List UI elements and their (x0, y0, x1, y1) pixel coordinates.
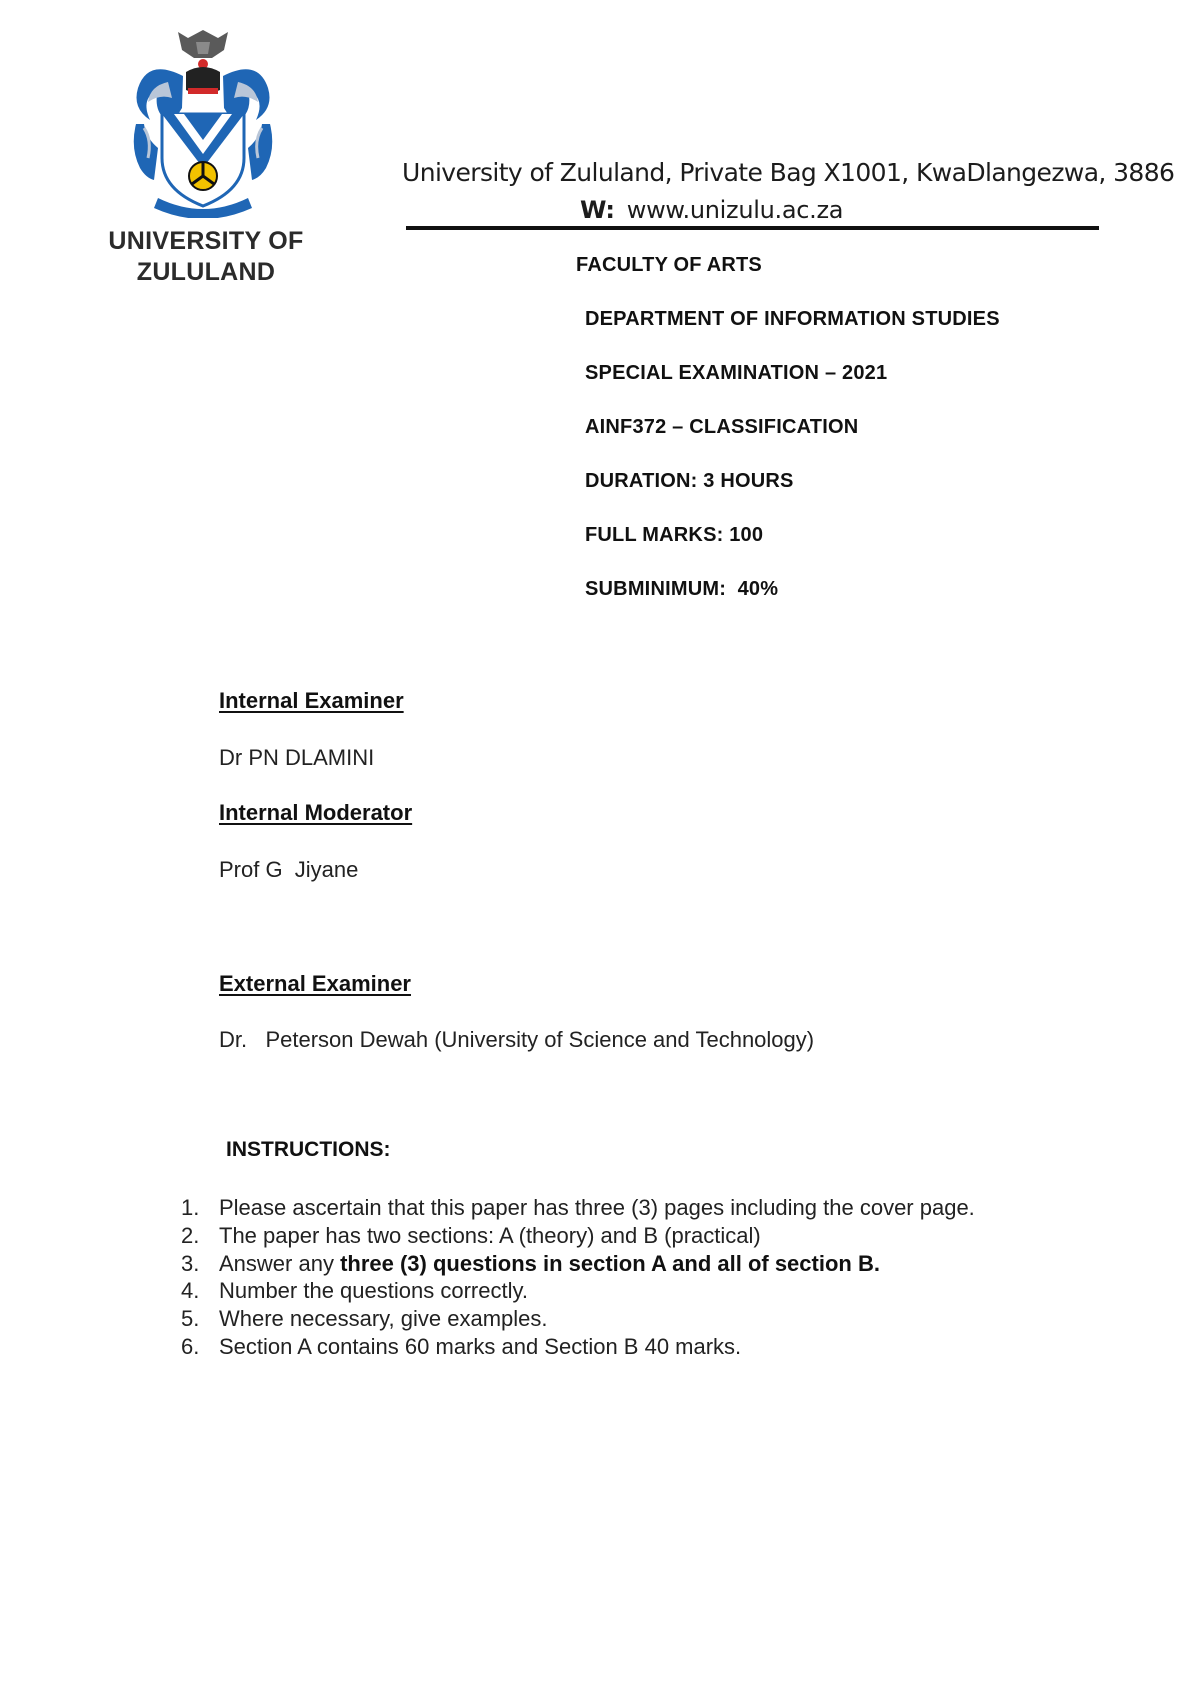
instruction-number: 2. (181, 1222, 200, 1248)
exam-title: SPECIAL EXAMINATION – 2021 (585, 362, 888, 384)
internal-moderator-label: Internal Moderator (219, 800, 413, 825)
faculty-name: FACULTY OF ARTS (576, 254, 762, 276)
university-website (580, 196, 843, 224)
instruction-bold-text: three (3) questions in section A and all of section B. (340, 1250, 880, 1276)
instruction-number: 5. (181, 1306, 200, 1332)
logo-text-line2: ZULULAND (136, 258, 276, 286)
instruction-number: 4. (181, 1278, 200, 1304)
instruction-text: Please ascertain that this paper has three (3) pages including the cover page. (219, 1195, 975, 1220)
website-url[interactable]: www.unizulu.ac.za (626, 196, 844, 224)
full-marks: FULL MARKS: 100 (585, 524, 764, 546)
website-label: W: (580, 196, 615, 224)
instruction-text: Where necessary, give examples. (219, 1306, 548, 1332)
course-code: AINF372 – CLASSIFICATION (585, 416, 859, 438)
instruction-text: Number the questions correctly. (219, 1278, 528, 1304)
instruction-number: 6. (181, 1333, 200, 1359)
logo-text-line1: UNIVERSITY OF (108, 227, 304, 255)
subminimum: SUBMINIMUM: 40% (585, 578, 779, 600)
instruction-text-mixed (219, 1251, 880, 1277)
internal-moderator-name: Prof G Jiyane (219, 857, 359, 882)
internal-examiner-name: Dr PN DLAMINI (219, 745, 375, 770)
internal-examiner-label: Internal Examiner (219, 688, 404, 713)
instructions-title: INSTRUCTIONS: (226, 1138, 391, 1161)
instruction-number: 3. (181, 1250, 200, 1276)
university-crest-logo (128, 28, 278, 218)
instruction-text: Answer any (219, 1250, 341, 1276)
university-name-logo-text (96, 226, 316, 288)
external-examiner-name: Dr. Peterson Dewah (University of Science and Technology) (219, 1027, 815, 1052)
department-name: DEPARTMENT OF INFORMATION STUDIES (585, 308, 1000, 330)
instruction-text: The paper has two sections: A (theory) and B (practical) (219, 1222, 761, 1248)
header-divider (406, 226, 1099, 230)
exam-duration: DURATION: 3 HOURS (585, 470, 794, 492)
instruction-number: 1. (181, 1195, 200, 1220)
university-address: University of Zululand, Private Bag X1001, KwaDlangezwa, 3886 (402, 158, 1175, 187)
external-examiner-label: External Examiner (219, 971, 411, 996)
instruction-text: Section A contains 60 marks and Section B 40 marks. (219, 1333, 742, 1359)
